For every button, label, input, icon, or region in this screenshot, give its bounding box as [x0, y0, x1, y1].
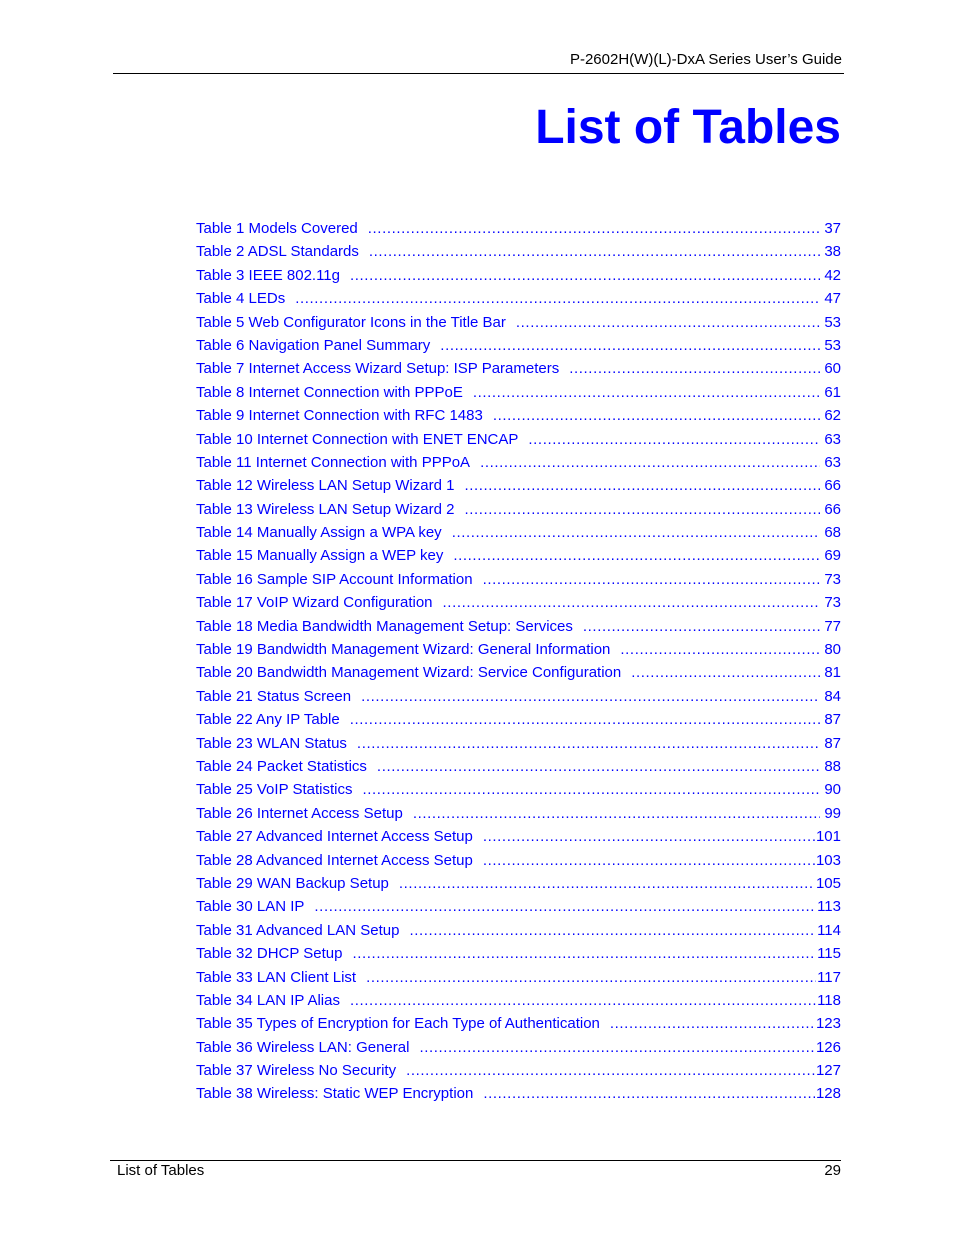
- toc-entry[interactable]: [196, 381, 841, 404]
- toc-dot-leader: [314, 895, 816, 918]
- toc-entry[interactable]: [196, 919, 841, 942]
- toc-entry-label[interactable]: Table 17 VoIP Wizard Configuration: [196, 594, 433, 612]
- toc-dot-leader: [528, 428, 820, 451]
- page-title: List of Tables: [535, 101, 841, 154]
- toc-dot-leader: [443, 591, 820, 614]
- toc-entry-page[interactable]: 37: [824, 220, 841, 237]
- toc-entry-label[interactable]: Table 14 Manually Assign a WPA key: [196, 524, 442, 542]
- toc-entry-page[interactable]: 66: [824, 500, 841, 518]
- footer-section-name: List of Tables: [117, 1162, 205, 1179]
- toc-entry-page[interactable]: 105: [815, 874, 841, 892]
- toc-dot-leader: [361, 685, 820, 708]
- toc-dot-leader: [352, 942, 816, 965]
- toc-dot-leader: [453, 544, 820, 567]
- toc-entry[interactable]: [196, 755, 841, 778]
- toc-entry-label[interactable]: Table 15 Manually Assign a WEP key: [196, 547, 444, 565]
- toc-entry[interactable]: [196, 1036, 841, 1059]
- toc-dot-leader: [440, 334, 820, 357]
- toc-entry-page[interactable]: 69: [824, 547, 841, 565]
- toc-entry-label[interactable]: Table 32 DHCP Setup: [196, 945, 343, 963]
- toc-entry-label[interactable]: Table 27 Advanced Internet Access Setup: [196, 828, 473, 846]
- toc-entry-label[interactable]: Table 4 LEDs: [196, 290, 286, 308]
- toc-dot-leader: [350, 708, 820, 731]
- toc-entry[interactable]: [196, 638, 841, 661]
- toc-entry-page[interactable]: 63: [824, 430, 841, 448]
- toc-dot-leader: [377, 755, 820, 778]
- toc-entry-page[interactable]: 123: [815, 1015, 841, 1033]
- toc-entry-label[interactable]: Table 36 Wireless LAN: General: [196, 1038, 410, 1056]
- toc-entry-label[interactable]: Table 12 Wireless LAN Setup Wizard 1: [196, 477, 455, 495]
- toc-dot-leader: [583, 615, 820, 638]
- toc-dot-leader: [419, 1036, 815, 1059]
- toc-dot-leader: [452, 521, 820, 544]
- toc-dot-leader: [483, 849, 815, 872]
- toc-dot-leader: [483, 1082, 815, 1105]
- toc-entry[interactable]: [196, 240, 841, 263]
- toc-entry-page[interactable]: 77: [824, 617, 841, 635]
- toc-entry[interactable]: [196, 287, 841, 310]
- toc-entry[interactable]: [196, 849, 841, 872]
- toc-entry[interactable]: [196, 895, 841, 918]
- toc-entry-page[interactable]: 60: [824, 360, 841, 378]
- toc-entry-label[interactable]: Table 8 Internet Connection with PPPoE: [196, 383, 463, 401]
- toc-dot-leader: [516, 311, 820, 334]
- toc-dot-leader: [295, 287, 820, 310]
- toc-dot-leader: [620, 638, 820, 661]
- toc-entry-label[interactable]: Table 33 LAN Client List: [196, 968, 357, 986]
- toc-entry-page[interactable]: 113: [817, 898, 841, 916]
- toc-entry-label[interactable]: Table 2 ADSL Standards: [196, 243, 359, 261]
- toc-dot-leader: [493, 404, 820, 427]
- toc-entry-label[interactable]: Table 11 Internet Connection with PPPoA: [196, 453, 471, 471]
- toc-entry-page[interactable]: 87: [824, 711, 841, 729]
- toc-dot-leader: [480, 451, 820, 474]
- toc-entry[interactable]: [196, 872, 841, 895]
- toc-dot-leader: [350, 989, 816, 1012]
- toc-entry-page[interactable]: 80: [824, 641, 841, 659]
- toc-entry[interactable]: [196, 498, 841, 521]
- toc-entry-page[interactable]: 90: [824, 781, 841, 799]
- toc-entry-label[interactable]: Table 9 Internet Connection with RFC 1483: [196, 407, 483, 425]
- toc-entry-label[interactable]: Table 25 VoIP Statistics: [196, 781, 353, 799]
- toc-dot-leader: [473, 381, 820, 404]
- toc-entry-label[interactable]: Table 34 LAN IP Alias: [196, 991, 340, 1009]
- toc-entry[interactable]: [196, 357, 841, 380]
- table-of-contents: [196, 217, 841, 1106]
- toc-entry-page[interactable]: 47: [824, 290, 841, 308]
- toc-dot-leader: [413, 802, 820, 825]
- toc-entry[interactable]: [196, 825, 841, 848]
- toc-dot-leader: [369, 240, 820, 263]
- toc-entry-page[interactable]: 53: [824, 313, 841, 331]
- toc-dot-leader: [366, 966, 816, 989]
- toc-entry-label[interactable]: Table 6 Navigation Panel Summary: [196, 336, 431, 354]
- toc-entry[interactable]: [196, 217, 841, 240]
- toc-entry-label[interactable]: Table 31 Advanced LAN Setup: [196, 921, 400, 939]
- toc-dot-leader: [350, 264, 820, 287]
- header-rule: [113, 73, 844, 74]
- toc-entry-page[interactable]: 42: [824, 266, 841, 284]
- toc-entry-page[interactable]: 115: [817, 945, 841, 963]
- toc-entry[interactable]: [196, 264, 841, 287]
- toc-entry-label[interactable]: Table 21 Status Screen: [196, 687, 352, 705]
- toc-entry-label[interactable]: Table 35 Types of Encryption for Each Type of Authentication: [196, 1015, 600, 1033]
- toc-entry[interactable]: [196, 334, 841, 357]
- toc-entry-page[interactable]: 101: [815, 828, 841, 846]
- footer-page-number: 29: [824, 1162, 841, 1179]
- toc-dot-leader: [569, 357, 820, 380]
- toc-entry[interactable]: [196, 311, 841, 334]
- toc-entry-page[interactable]: 117: [817, 968, 841, 986]
- toc-entry-page[interactable]: 103: [815, 851, 841, 869]
- toc-dot-leader: [464, 498, 820, 521]
- toc-entry-label[interactable]: Table 20 Bandwidth Management Wizard: Service Configuration: [196, 664, 622, 682]
- toc-dot-leader: [409, 919, 816, 942]
- toc-dot-leader: [483, 568, 820, 591]
- toc-entry-page[interactable]: 53: [824, 336, 841, 354]
- toc-entry-label[interactable]: Table 24 Packet Statistics: [196, 757, 367, 775]
- toc-entry-page[interactable]: 66: [824, 477, 841, 495]
- toc-dot-leader: [631, 661, 820, 684]
- toc-dot-leader: [610, 1012, 815, 1035]
- toc-entry-label[interactable]: Table 3 IEEE 802.11g: [196, 266, 340, 284]
- toc-entry[interactable]: [196, 1082, 841, 1105]
- toc-entry[interactable]: [196, 568, 841, 591]
- toc-entry-label[interactable]: Table 37 Wireless No Security: [196, 1062, 397, 1080]
- toc-entry[interactable]: [196, 544, 841, 567]
- toc-entry-label[interactable]: Table 18 Media Bandwidth Management Setup: Services: [196, 617, 573, 635]
- toc-entry-label[interactable]: Table 1 Models Covered: [196, 220, 358, 237]
- toc-entry[interactable]: [196, 1012, 841, 1035]
- toc-dot-leader: [399, 872, 815, 895]
- toc-entry-label[interactable]: Table 7 Internet Access Wizard Setup: ISP Parameters: [196, 360, 560, 378]
- toc-dot-leader: [368, 217, 820, 240]
- toc-entry-label[interactable]: Table 10 Internet Connection with ENET ENCAP: [196, 430, 519, 448]
- toc-entry-page[interactable]: 128: [815, 1085, 841, 1103]
- toc-entry-page[interactable]: 62: [824, 407, 841, 425]
- toc-entry-page[interactable]: 99: [824, 804, 841, 822]
- toc-entry[interactable]: [196, 474, 841, 497]
- toc-entry[interactable]: [196, 428, 841, 451]
- toc-entry[interactable]: [196, 989, 841, 1012]
- toc-entry-page[interactable]: 73: [824, 570, 841, 588]
- toc-entry-label[interactable]: Table 16 Sample SIP Account Information: [196, 570, 473, 588]
- toc-entry[interactable]: [196, 661, 841, 684]
- toc-entry-page[interactable]: 114: [817, 921, 841, 939]
- toc-entry[interactable]: [196, 521, 841, 544]
- toc-entry-label[interactable]: Table 19 Bandwidth Management Wizard: General Information: [196, 641, 611, 659]
- toc-entry-page[interactable]: 126: [815, 1038, 841, 1056]
- toc-entry[interactable]: [196, 1059, 841, 1082]
- toc-entry-page[interactable]: 68: [824, 524, 841, 542]
- toc-entry[interactable]: [196, 732, 841, 755]
- toc-entry-page[interactable]: 84: [824, 687, 841, 705]
- toc-entry-label[interactable]: Table 13 Wireless LAN Setup Wizard 2: [196, 500, 455, 518]
- toc-entry-page[interactable]: 38: [824, 243, 841, 261]
- toc-entry-label[interactable]: Table 22 Any IP Table: [196, 711, 340, 729]
- toc-entry-label[interactable]: Table 23 WLAN Status: [196, 734, 347, 752]
- toc-entry[interactable]: [196, 942, 841, 965]
- toc-dot-leader: [464, 474, 820, 497]
- toc-entry-page[interactable]: 87: [824, 734, 841, 752]
- toc-entry-page[interactable]: 63: [824, 453, 841, 471]
- footer-rule: [110, 1160, 841, 1161]
- toc-entry[interactable]: [196, 404, 841, 427]
- toc-entry-page[interactable]: 127: [815, 1062, 841, 1080]
- toc-entry-label[interactable]: Table 28 Advanced Internet Access Setup: [196, 851, 473, 869]
- toc-entry[interactable]: [196, 615, 841, 638]
- toc-entry[interactable]: [196, 685, 841, 708]
- toc-entry[interactable]: [196, 708, 841, 731]
- toc-dot-leader: [362, 778, 820, 801]
- toc-entry[interactable]: [196, 802, 841, 825]
- toc-entry[interactable]: [196, 778, 841, 801]
- toc-entry[interactable]: [196, 966, 841, 989]
- toc-entry-label[interactable]: Table 5 Web Configurator Icons in the Title Bar: [196, 313, 506, 331]
- toc-entry-page[interactable]: 73: [824, 594, 841, 612]
- toc-entry-label[interactable]: Table 30 LAN IP: [196, 898, 305, 916]
- toc-entry-label[interactable]: Table 26 Internet Access Setup: [196, 804, 403, 822]
- toc-dot-leader: [406, 1059, 815, 1082]
- toc-entry-page[interactable]: 88: [824, 757, 841, 775]
- toc-dot-leader: [483, 825, 815, 848]
- toc-entry-label[interactable]: Table 38 Wireless: Static WEP Encryption: [196, 1085, 474, 1103]
- toc-entry-page[interactable]: 61: [824, 383, 841, 401]
- toc-entry-page[interactable]: 118: [817, 991, 841, 1009]
- toc-entry-page[interactable]: 81: [824, 664, 841, 682]
- running-header: P-2602H(W)(L)-DxA Series User’s Guide: [569, 51, 842, 68]
- toc-entry[interactable]: [196, 591, 841, 614]
- toc-entry-label[interactable]: Table 29 WAN Backup Setup: [196, 874, 389, 892]
- toc-entry[interactable]: [196, 451, 841, 474]
- toc-dot-leader: [357, 732, 820, 755]
